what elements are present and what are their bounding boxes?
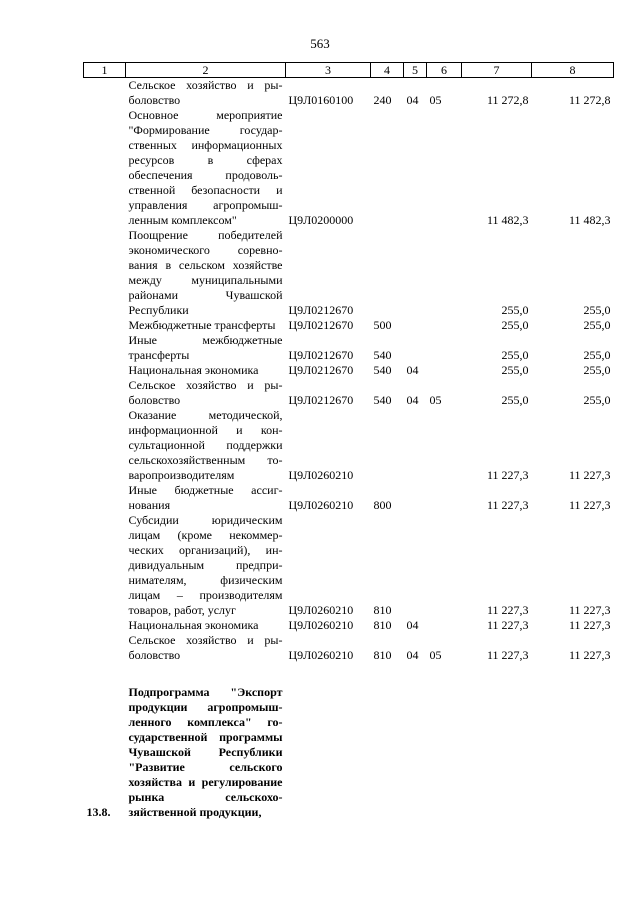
amount-col7-cell: 11 227,3 — [486, 498, 529, 512]
empty-cell — [427, 685, 462, 820]
column-header: 5 — [404, 63, 427, 78]
expense-type-cell: 810 — [373, 603, 392, 617]
section-cell: 04 — [406, 648, 419, 662]
subprogram-title: Подпрограмма "Экспорт продукции агропромышленного комплекса" государственной программы Чувашской Республики "Развитие сельского хозяйства и регулирование рынка сельскохозяйственной продукции, — [128, 685, 283, 819]
amount-col7-cell: 11 272,8 — [486, 93, 529, 107]
target-code-cell: Ц9Л0260210 — [288, 468, 354, 482]
table-row — [84, 318, 614, 333]
amount-col8-cell: 11 227,3 — [568, 468, 611, 482]
row-name-cell: Межбюджетные трансферты — [128, 318, 276, 332]
subsection-cell — [427, 513, 462, 618]
target-code-cell: Ц9Л0260210 — [288, 498, 354, 512]
table-row — [84, 618, 614, 633]
amount-col8-cell: 11 482,3 — [568, 213, 611, 227]
row-number-cell — [84, 363, 126, 378]
column-header: 7 — [462, 63, 532, 78]
column-header: 3 — [286, 63, 371, 78]
target-code-cell: Ц9Л0260210 — [288, 618, 354, 632]
target-code-cell: Ц9Л0212670 — [288, 363, 354, 377]
amount-col7-cell: 11 227,3 — [486, 468, 529, 482]
expense-type-cell: 810 — [373, 648, 392, 662]
expense-type-cell: 540 — [373, 393, 392, 407]
section-cell — [404, 483, 427, 513]
column-header: 2 — [126, 63, 286, 78]
target-code-cell: Ц9Л0200000 — [288, 213, 354, 227]
expense-type-cell — [371, 408, 404, 483]
section-cell — [404, 108, 427, 228]
column-number-header-row — [84, 63, 614, 78]
table-row — [84, 378, 614, 408]
row-name-cell: Иные бюджетные ассигнования — [128, 483, 283, 512]
target-code-cell: Ц9Л0212670 — [288, 318, 354, 332]
amount-col7-cell: 11 227,3 — [486, 603, 529, 617]
row-name-cell: Национальная экономика — [128, 618, 259, 632]
table-row — [84, 408, 614, 483]
section-cell: 04 — [406, 618, 419, 632]
target-code-cell: Ц9Л0260210 — [288, 648, 354, 662]
row-number-cell — [84, 408, 126, 483]
table-row — [84, 333, 614, 363]
section-cell — [404, 318, 427, 333]
empty-cell — [286, 685, 371, 820]
amount-col7-cell: 11 227,3 — [486, 618, 529, 632]
page-number: 563 — [310, 36, 330, 51]
subsection-cell — [427, 318, 462, 333]
amount-col8-cell: 11 227,3 — [568, 498, 611, 512]
section-cell — [404, 513, 427, 618]
column-header: 6 — [427, 63, 462, 78]
row-name-cell: Субсидии юридическим лицам (кроме некоммерческих организаций), индивидуальным предпринимателям, физическим лицам – производителям товаров, работ, услуг — [128, 513, 283, 617]
target-code-cell: Ц9Л0260210 — [288, 603, 354, 617]
section-cell: 04 — [406, 93, 419, 107]
amount-col7-cell: 255,0 — [501, 303, 529, 317]
subsection-cell: 05 — [429, 93, 442, 107]
amount-col8-cell: 11 227,3 — [568, 603, 611, 617]
expense-type-cell: 540 — [373, 363, 392, 377]
row-name-cell: Основное мероприятие "Формирование государственных информационных ресурсов в сферах обеспечения продовольственной безопасности и управления агропромышленным комплексом" — [128, 108, 283, 227]
subsection-cell — [427, 483, 462, 513]
table-row — [84, 108, 614, 228]
spacer-row — [84, 663, 614, 685]
section-cell: 04 — [406, 363, 419, 377]
empty-cell — [371, 685, 404, 820]
target-code-cell: Ц9Л0212670 — [288, 348, 354, 362]
amount-col7-cell: 255,0 — [501, 348, 529, 362]
table-row — [84, 513, 614, 618]
row-name-cell: Поощрение победителей экономического соревнования в сельском хозяйстве между муниципальными районами Чувашской Республики — [128, 228, 283, 317]
amount-col8-cell: 11 227,3 — [568, 618, 611, 632]
row-number-cell — [84, 228, 126, 318]
row-name-cell: Сельское хозяйство и рыболовство — [128, 633, 283, 662]
expense-type-cell: 810 — [373, 618, 392, 632]
target-code-cell: Ц9Л0212670 — [288, 303, 354, 317]
empty-cell — [532, 685, 614, 820]
table-row — [84, 363, 614, 378]
section-cell — [404, 333, 427, 363]
table-row — [84, 633, 614, 663]
column-header: 8 — [532, 63, 614, 78]
row-number-cell — [84, 378, 126, 408]
empty-cell — [404, 685, 427, 820]
table-row — [84, 483, 614, 513]
expense-type-cell — [371, 108, 404, 228]
amount-col7-cell: 255,0 — [501, 363, 529, 377]
amount-col8-cell: 255,0 — [583, 363, 611, 377]
row-name-cell: Национальная экономика — [128, 363, 259, 377]
subsection-cell — [427, 408, 462, 483]
amount-col8-cell: 11 227,3 — [568, 648, 611, 662]
amount-col7-cell: 255,0 — [501, 393, 529, 407]
expense-type-cell: 240 — [373, 93, 392, 107]
table-row — [84, 228, 614, 318]
column-header: 4 — [371, 63, 404, 78]
subsection-cell — [427, 618, 462, 633]
expense-type-cell: 540 — [373, 348, 392, 362]
row-number-cell — [84, 333, 126, 363]
amount-col8-cell: 255,0 — [583, 318, 611, 332]
row-number-cell — [84, 78, 126, 109]
section-cell — [404, 228, 427, 318]
section-cell: 04 — [406, 393, 419, 407]
row-number-cell — [84, 513, 126, 618]
column-header: 1 — [84, 63, 126, 78]
row-number-cell — [84, 633, 126, 663]
subsection-cell — [427, 363, 462, 378]
subsection-cell — [427, 108, 462, 228]
expense-type-cell: 500 — [373, 318, 392, 332]
row-name-cell: Сельское хозяйство и рыболовство — [128, 378, 283, 407]
amount-col8-cell: 255,0 — [583, 393, 611, 407]
row-name-cell: Сельское хозяйство и рыболовство — [128, 78, 283, 107]
amount-col8-cell: 255,0 — [583, 303, 611, 317]
expense-type-cell — [371, 228, 404, 318]
amount-col7-cell: 11 227,3 — [486, 648, 529, 662]
subsection-cell: 05 — [429, 648, 442, 662]
expense-type-cell: 800 — [373, 498, 392, 512]
section-cell — [404, 408, 427, 483]
row-name-cell: Оказание методической, информационной и консультационной поддержки сельскохозяйственным товаропроизводителям — [128, 408, 283, 482]
subsection-cell — [427, 333, 462, 363]
table-row — [84, 78, 614, 109]
empty-cell — [462, 685, 532, 820]
row-number-cell — [84, 483, 126, 513]
subprogram-row — [84, 685, 614, 820]
row-number-cell — [84, 108, 126, 228]
amount-col8-cell: 255,0 — [583, 348, 611, 362]
amount-col7-cell: 11 482,3 — [486, 213, 529, 227]
row-number-cell — [84, 318, 126, 333]
subprogram-number: 13.8. — [86, 805, 111, 819]
target-code-cell: Ц9Л0160100 — [288, 93, 354, 107]
row-number-cell — [84, 618, 126, 633]
subsection-cell — [427, 228, 462, 318]
target-code-cell: Ц9Л0212670 — [288, 393, 354, 407]
subsection-cell: 05 — [429, 393, 442, 407]
amount-col7-cell: 255,0 — [501, 318, 529, 332]
amount-col8-cell: 11 272,8 — [568, 93, 611, 107]
row-name-cell: Иные межбюджетные трансферты — [128, 333, 283, 362]
budget-table — [83, 62, 614, 820]
